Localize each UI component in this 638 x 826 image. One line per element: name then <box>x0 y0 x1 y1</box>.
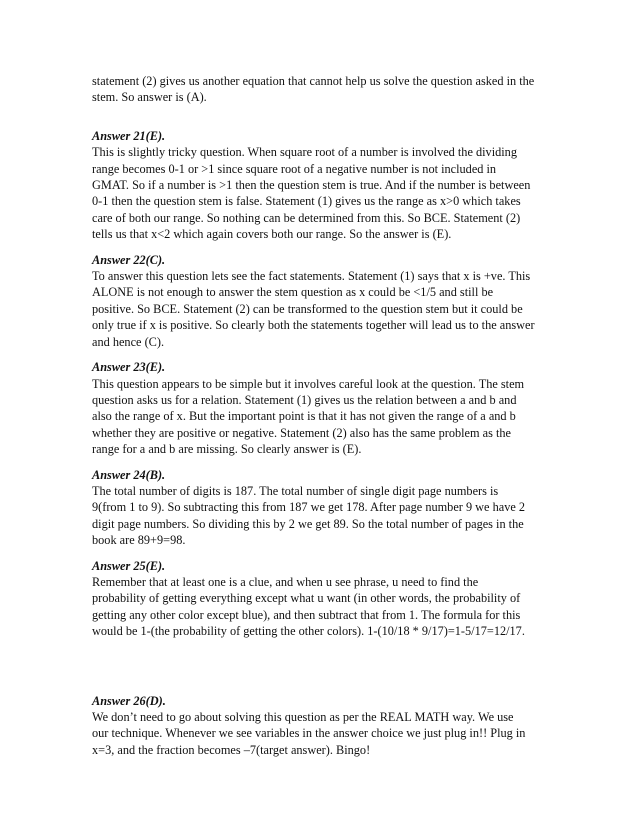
answer-line: range becomes 0-1 or >1 since square root of a negative number is not included in <box>92 161 497 176</box>
answer-line: tells us that x<2 which again covers both our range. So the answer is (E). <box>92 227 452 242</box>
intro-line: statement (2) gives us another equation that cannot help us solve the question asked in the <box>92 74 535 88</box>
answer-body <box>92 376 562 458</box>
answer-line: probability of getting everything except what u want (in other words, the probability of <box>92 591 521 606</box>
answer-line: ALONE is not enough to answer the stem question as x could be <1/5 and still be <box>92 285 494 300</box>
answer-line: care of both our range. So nothing can be determined from this. So BCE. Statement (2) <box>92 210 521 225</box>
answer-heading: Answer 22(C). <box>92 252 166 267</box>
answer-heading: Answer 21(E). <box>92 128 166 143</box>
answer-line: 0-1 then the question stem is false. Statement (1) gives us the range as x>0 which takes <box>92 194 521 209</box>
answer-line: x=3, and the fraction becomes –7(target answer). Bingo! <box>92 742 371 757</box>
intro-paragraph <box>92 73 562 106</box>
answer-body <box>92 268 562 350</box>
answer-heading: Answer 24(B). <box>92 467 166 482</box>
answer-line: The total number of digits is 187. The total number of single digit page numbers is <box>92 483 499 498</box>
answer-line: GMAT. So if a number is >1 then the question stem is true. And if the number is between <box>92 178 531 193</box>
answer-line: book are 89+9=98. <box>92 533 186 548</box>
answer-line: would be 1-(the probability of getting the other colors). 1-(10/18 * 9/17)=1-5/17=12/17. <box>92 624 525 639</box>
answer-23 <box>92 359 562 457</box>
answer-line: positive. So BCE. Statement (2) can be transformed to the question stem but it could be <box>92 301 523 316</box>
answer-22 <box>92 252 562 350</box>
answer-heading: Answer 25(E). <box>92 558 166 573</box>
answer-body <box>92 483 562 549</box>
answer-line: 9(from 1 to 9). So subtracting this from 187 we get 178. After page number 9 we have 2 <box>92 500 526 515</box>
answer-line: digit page numbers. So dividing this by 2 we get 89. So the total number of pages in the <box>92 516 524 531</box>
answer-body <box>92 574 562 640</box>
answer-line: range for a and b are missing. So clearly answer is (E). <box>92 442 362 457</box>
answer-line: Remember that at least one is a clue, and when u see phrase, u need to find the <box>92 574 479 589</box>
answer-line: and hence (C). <box>92 334 165 349</box>
answer-21 <box>92 128 562 243</box>
answer-heading: Answer 23(E). <box>92 360 166 375</box>
document-page <box>92 73 562 758</box>
answer-line: getting any other color except blue), and then subtract that from 1. The formula for this <box>92 607 521 622</box>
answer-line: We don’t need to go about solving this question as per the REAL MATH way. We use <box>92 710 514 724</box>
answer-24 <box>92 467 562 549</box>
answer-body <box>92 144 562 242</box>
answer-26 <box>92 693 562 759</box>
answer-body <box>92 709 562 758</box>
answer-25 <box>92 558 562 640</box>
answer-line: To answer this question lets see the fact statements. Statement (1) says that x is +ve. This <box>92 269 531 284</box>
answer-heading: Answer 26(D). <box>92 693 166 708</box>
answer-line: our technique. Whenever we see variables in the answer choice we just plug in!! Plug in <box>92 726 526 741</box>
answer-line: also the range of x. But the important point is that it has not given the range of a and b <box>92 409 516 424</box>
answer-line: This question appears to be simple but it involves careful look at the question. The stem <box>92 376 525 391</box>
answer-line: question asks us for a relation. Statement (1) gives us the relation between a and b and <box>92 392 517 407</box>
intro-line: stem. So answer is (A). <box>92 90 207 105</box>
answer-line: whether they are positive or negative. Statement (2) also has the same problem as the <box>92 425 511 440</box>
answer-line: only true if x is positive. So clearly both the statements together will lead us to the answer <box>92 318 535 333</box>
answer-line: This is slightly tricky question. When square root of a number is involved the dividing <box>92 145 517 160</box>
